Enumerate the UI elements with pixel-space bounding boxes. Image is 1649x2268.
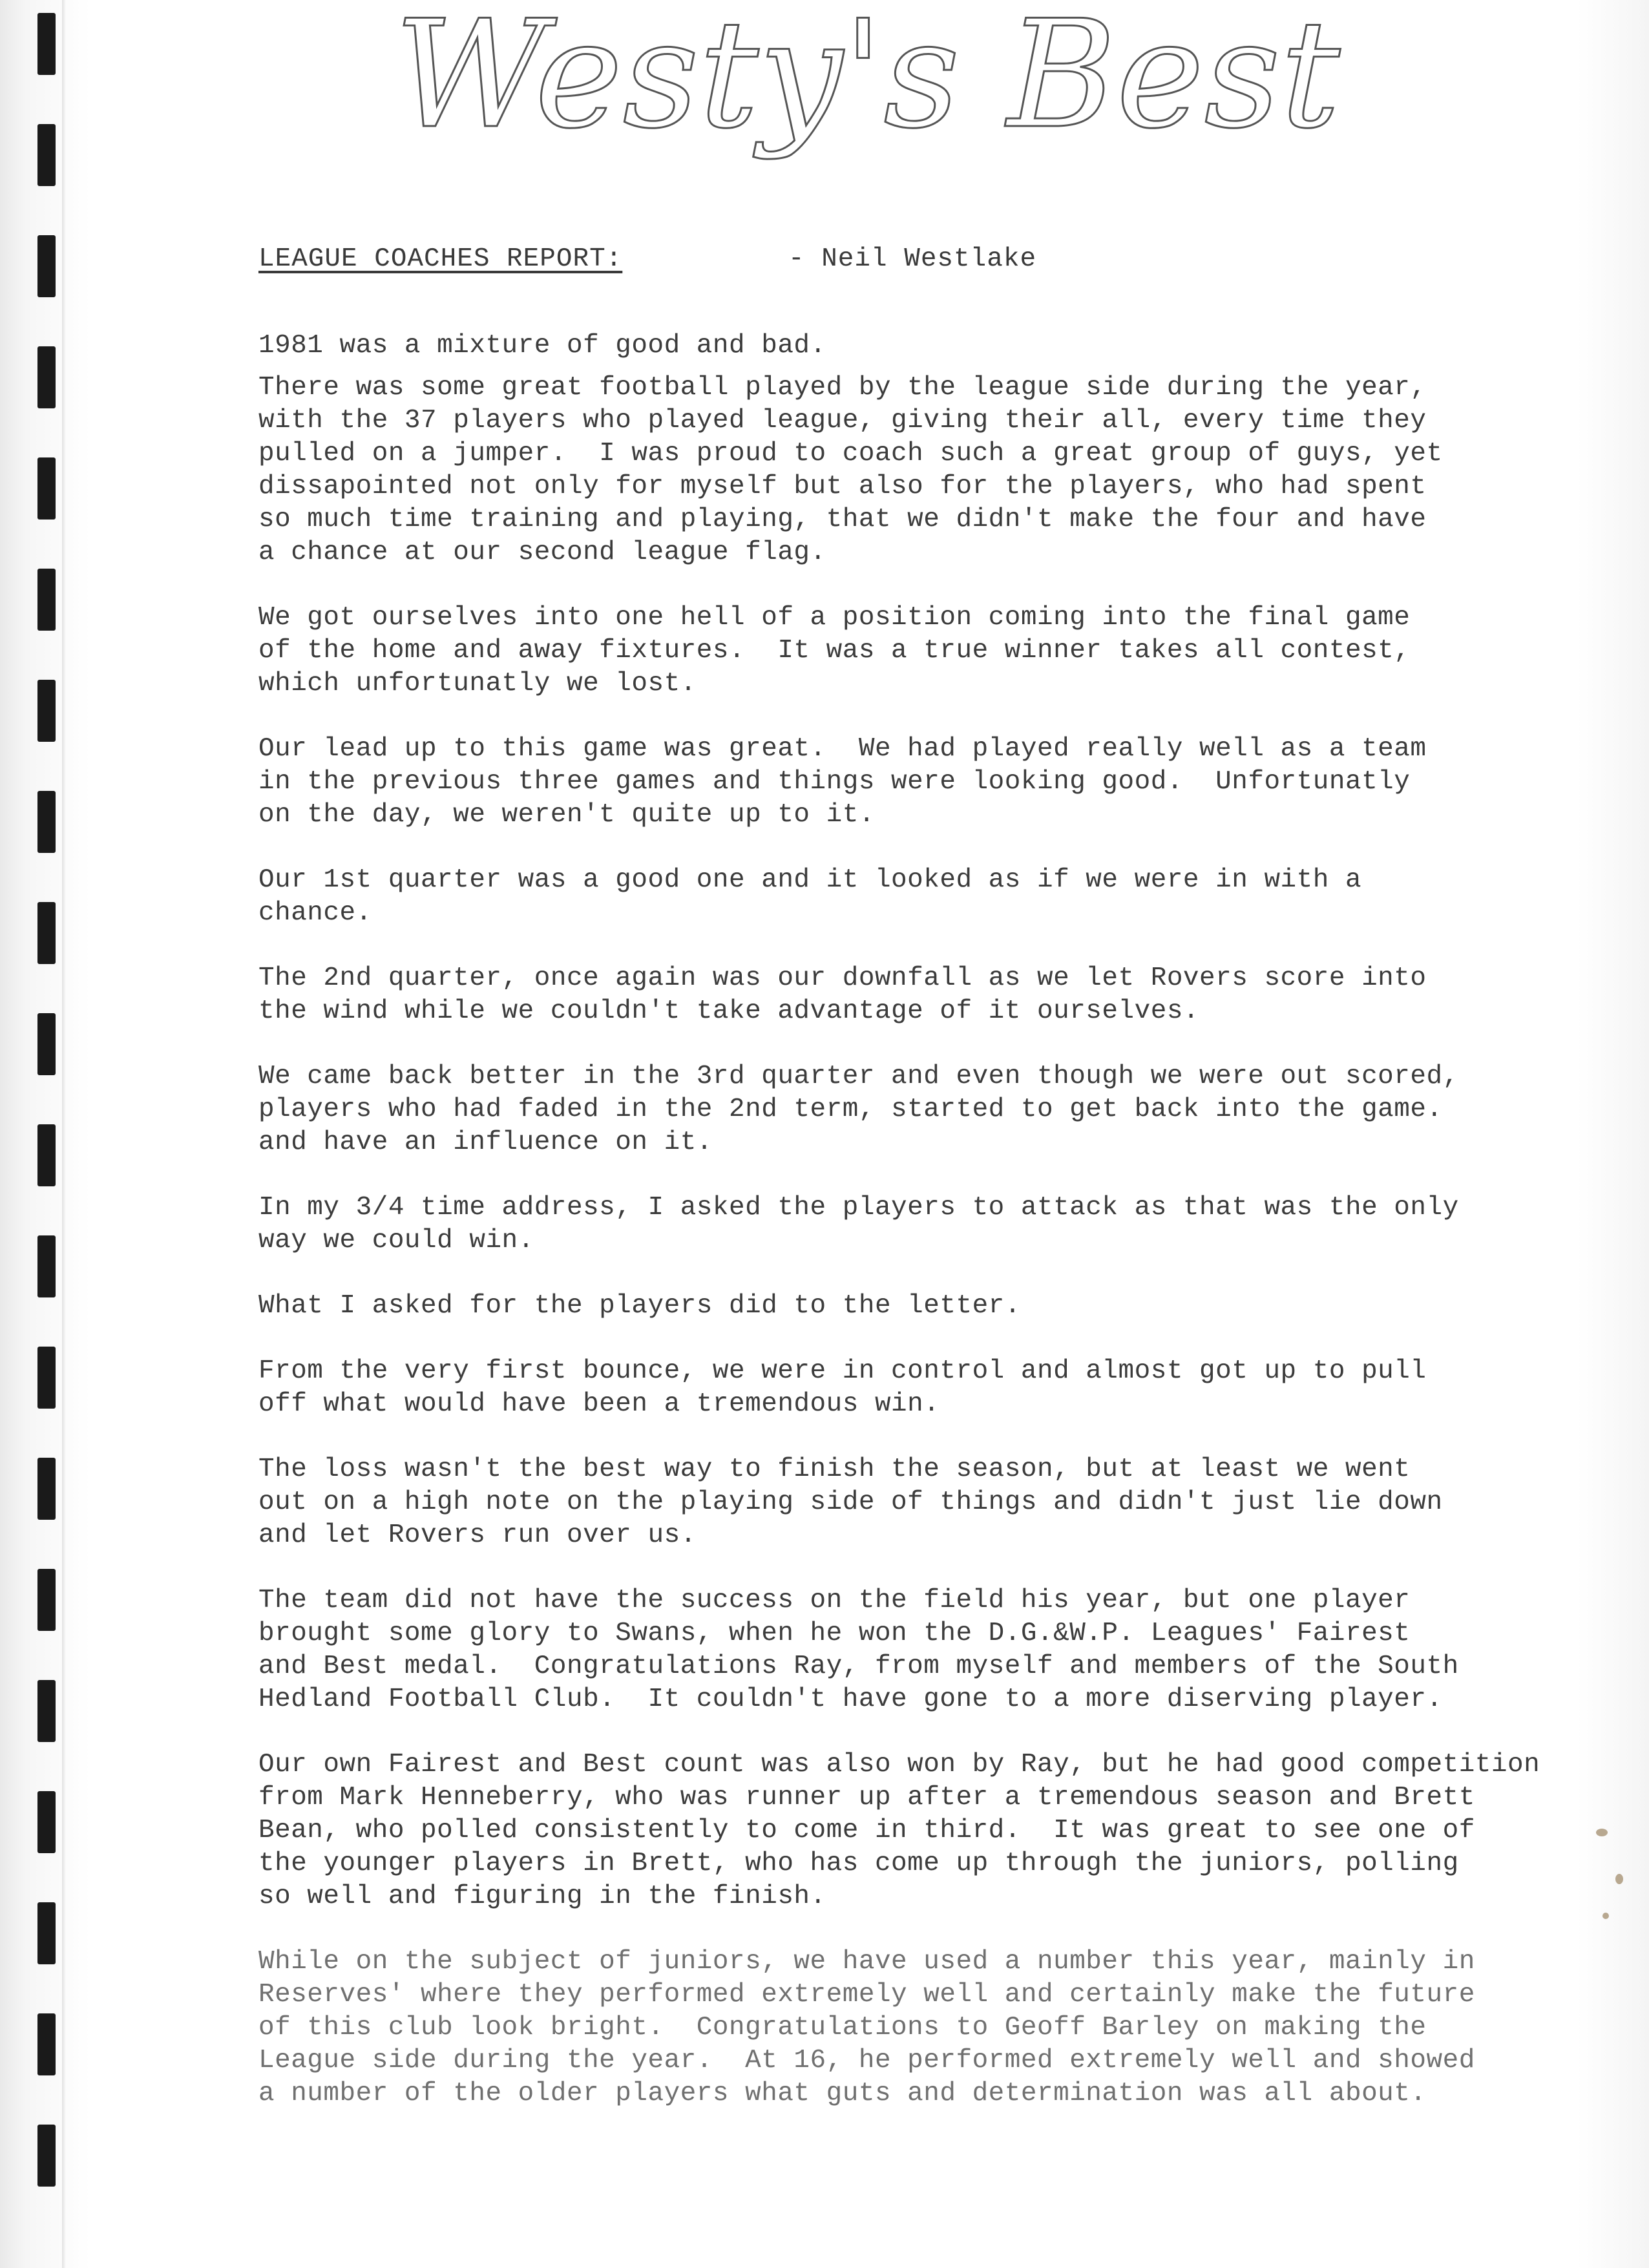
- paragraph: The loss wasn't the best way to finish the season, but at least we went out on a high note on the playing side of things and didn't just lie down and let Rovers run over us.: [258, 1454, 1443, 1550]
- binding-hole: [37, 235, 56, 297]
- binding-hole: [37, 1902, 56, 1964]
- binding-hole: [37, 2125, 56, 2187]
- binding-hole: [37, 13, 56, 75]
- binding-hole: [37, 569, 56, 631]
- binding-hole: [37, 2013, 56, 2075]
- binding-hole: [37, 1569, 56, 1631]
- masthead-title: Westy's Best: [394, 0, 1341, 162]
- paragraph: Our 1st quarter was a good one and it looked as if we were in with a chance.: [258, 865, 1362, 928]
- binding-hole: [37, 680, 56, 742]
- paragraph: While on the subject of juniors, we have used a number this year, mainly in Reserves' where they performed extremely well and certainly make the future of this club look bright. Congratulations to Geoff Barley on making the League side during the year. At 16, he performed extremely well and showed a number of the older players what guts and determination was all about.: [258, 1947, 1475, 2108]
- binding-hole: [37, 457, 56, 520]
- paragraph: We got ourselves into one hell of a position coming into the final game of the home and away fixtures. It was a true winner takes all contest, which unfortunatly we lost.: [258, 603, 1411, 698]
- paragraph: There was some great football played by the league side during the year, with the 37 players who played league, giving their all, every time they pulled on a jumper. I was proud to coach such a great group of guys, yet dissapointed not only for myself but also for the players, who had spent so much time training and playing, that we didn't make the four and have a chance at our second league flag.: [258, 373, 1443, 567]
- binding-hole: [37, 1013, 56, 1075]
- binding-hole: [37, 1458, 56, 1520]
- binding-hole: [37, 1791, 56, 1853]
- report-header: [258, 244, 1037, 274]
- paragraph: We came back better in the 3rd quarter and even though we were out scored, players who had faded in the 2nd term, started to get back into the game. and have an influence on it.: [258, 1062, 1459, 1157]
- paragraph: 1981 was a mixture of good and bad.: [258, 331, 826, 361]
- binding-hole: [37, 1347, 56, 1409]
- paragraph: Our own Fairest and Best count was also won by Ray, but he had good competition from Mark Henneberry, who was runner up after a tremendous season and Brett Bean, who polled consistently to come in third. It was great to see one of the younger players in Brett, who has come up through the juniors, polling so well and figuring in the finish.: [258, 1750, 1540, 1911]
- report-title: LEAGUE COACHES REPORT:: [258, 244, 623, 274]
- paragraph: In my 3/4 time address, I asked the players to attack as that was the only way we could win.: [258, 1193, 1459, 1255]
- binding-hole: [37, 1235, 56, 1297]
- binding-hole: [37, 791, 56, 853]
- paragraph: The team did not have the success on the field his year, but one player brought some glory to Swans, when he won the D.G.&W.P. Leagues' Fairest and Best medal. Congratulations Ray, from myself and members of the South Hedland Football Club. It couldn't have gone to a more diserving player.: [258, 1586, 1459, 1714]
- report-author: - Neil Westlake: [788, 244, 1037, 274]
- binding-hole: [37, 902, 56, 964]
- report-body: [258, 330, 1590, 2143]
- spiral-binding: [37, 13, 63, 2262]
- paragraph: The 2nd quarter, once again was our downfall as we let Rovers score into the wind while we couldn't take advantage of it ourselves.: [258, 963, 1427, 1026]
- binding-hole: [37, 346, 56, 408]
- paragraph: Our lead up to this game was great. We had played really well as a team in the previous three games and things were looking good. Unfortunatly on the day, we weren't quite up to it.: [258, 734, 1427, 830]
- paper-stain: [1602, 1913, 1609, 1919]
- paragraph: From the very first bounce, we were in control and almost got up to pull off what would have been a tremendous win.: [258, 1356, 1427, 1419]
- binding-hole: [37, 1124, 56, 1186]
- binding-hole: [37, 124, 56, 186]
- paper-stain: [1596, 1829, 1608, 1836]
- masthead-lettering: [381, 0, 1350, 181]
- paragraph: What I asked for the players did to the letter.: [258, 1291, 1021, 1321]
- binding-shadow: [62, 0, 66, 2268]
- paper-stain: [1615, 1874, 1623, 1884]
- binding-hole: [37, 1680, 56, 1742]
